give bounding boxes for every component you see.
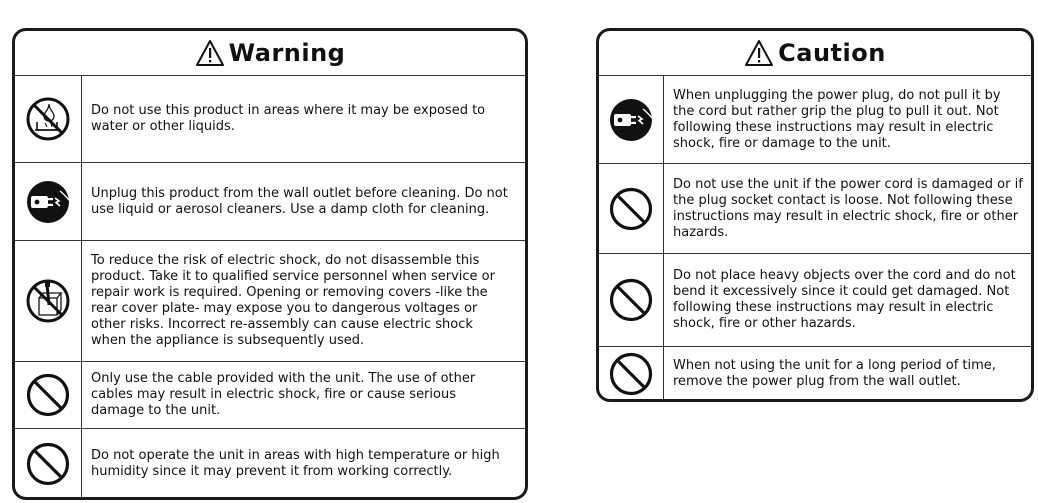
caution-header xyxy=(599,31,1031,76)
prohibited-icon xyxy=(608,277,654,323)
warning-text: Do not operate the unit in areas with high temperature or high humidity since it may prevent it from working correctly. xyxy=(91,448,500,479)
caution-text: Do not place heavy objects over the cord and do not bend it excessively since it could get damaged. Not following these instructions may result in electric shock, fire or other hazards. xyxy=(673,268,1016,331)
warning-title: Warning xyxy=(228,39,346,67)
warning-row xyxy=(15,429,525,499)
warning-text: Only use the cable provided with the unit. The use of other cables may result in electric shock, fire or cause serious damage to the unit. xyxy=(91,371,476,418)
caution-row xyxy=(599,254,1031,347)
warning-row xyxy=(15,163,525,241)
unplug-icon xyxy=(25,179,71,225)
warning-row xyxy=(15,76,525,163)
prohibited-icon xyxy=(25,441,71,487)
no-disassembly-icon xyxy=(25,278,71,324)
caution-title: Caution xyxy=(778,39,886,67)
unplug-icon xyxy=(608,97,654,143)
warning-panel xyxy=(12,28,528,500)
alert-triangle-icon xyxy=(744,39,774,67)
prohibited-icon xyxy=(608,351,654,397)
caution-row xyxy=(599,76,1031,164)
caution-text: When not using the unit for a long period of time, remove the power plug from the wall outlet. xyxy=(673,357,996,389)
warning-text: To reduce the risk of electric shock, do not disassemble this product. Take it to qualified service personnel when service or repair work is required. Opening or removing covers -like the rear cover plate- may expose you to dangerous voltages or other risks. Incorrect re-assembly can cause electric shock when the appliance is subsequently used. xyxy=(91,253,495,348)
caution-text: When unplugging the power plug, do not pull it by the cord but rather grip the plug to pull it out. Not following these instructions may result in electric shock, fire or damage to the unit. xyxy=(673,87,1001,151)
caution-panel xyxy=(596,28,1034,402)
caution-row xyxy=(599,347,1031,400)
warning-row xyxy=(15,362,525,429)
prohibited-icon xyxy=(608,186,654,232)
prohibited-icon xyxy=(25,372,71,418)
caution-row xyxy=(599,164,1031,254)
warning-row xyxy=(15,241,525,362)
warning-text: Unplug this product from the wall outlet before cleaning. Do not use liquid or aerosol cleaners. Use a damp cloth for cleaning. xyxy=(91,185,508,217)
warning-text: Do not use this product in areas where it may be exposed to water or other liquids. xyxy=(91,103,486,134)
warning-header xyxy=(15,31,525,76)
alert-triangle-icon xyxy=(195,39,225,67)
caution-text: Do not use the unit if the power cord is damaged or if the plug socket contact is loose. Not following these instructions may result in electric shock, fire or other hazards. xyxy=(673,176,1023,240)
no-water-icon xyxy=(25,96,71,142)
